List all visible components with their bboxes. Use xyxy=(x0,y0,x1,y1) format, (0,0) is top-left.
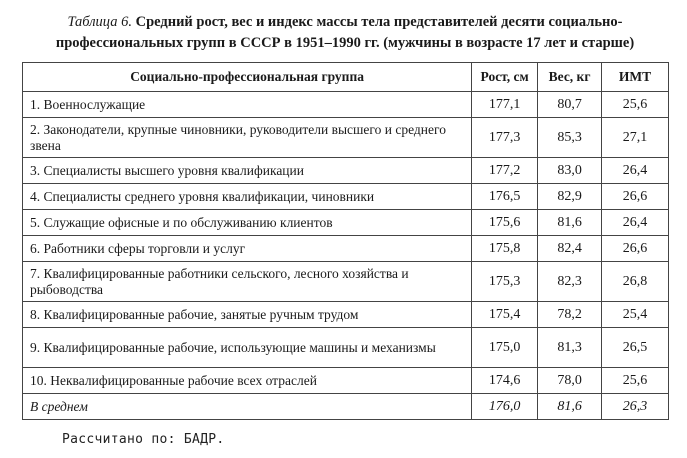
header-bmi: ИМТ xyxy=(602,63,669,92)
row-height: 177,2 xyxy=(472,158,538,184)
row-weight: 78,2 xyxy=(538,302,602,328)
row-weight: 78,0 xyxy=(538,368,602,394)
table-row xyxy=(23,92,669,118)
row-height: 176,5 xyxy=(472,184,538,210)
header-group: Социально-профессиональная группа xyxy=(23,63,472,92)
row-group-name: 3. Специалисты высшего уровня квалификации xyxy=(23,158,472,184)
row-bmi: 27,1 xyxy=(602,118,669,158)
row-bmi: 25,4 xyxy=(602,302,669,328)
row-bmi: 25,6 xyxy=(602,368,669,394)
caption-title: Средний рост, вес и индекс массы тела представителей десяти социально-профессиональных групп в СССР в 1951–1990 гг. (мужчины в возрасте 17 лет и старше) xyxy=(55,14,635,51)
row-height: 175,8 xyxy=(472,236,538,262)
row-height: 175,3 xyxy=(472,262,538,302)
row-weight: 81,6 xyxy=(538,210,602,236)
row-bmi: 26,6 xyxy=(602,184,669,210)
row-weight: 82,4 xyxy=(538,236,602,262)
average-height: 176,0 xyxy=(472,394,538,420)
row-height: 175,0 xyxy=(472,328,538,368)
row-height: 174,6 xyxy=(472,368,538,394)
row-bmi: 26,6 xyxy=(602,236,669,262)
average-weight: 81,6 xyxy=(538,394,602,420)
row-group-name: 10. Неквалифицированные рабочие всех отраслей xyxy=(23,368,472,394)
table-row xyxy=(23,158,669,184)
row-bmi: 26,4 xyxy=(602,210,669,236)
caption-lead: Таблица 6. xyxy=(67,14,132,30)
row-weight: 81,3 xyxy=(538,328,602,368)
row-group-name: 1. Военнослужащие xyxy=(23,92,472,118)
table-row xyxy=(23,184,669,210)
table-row xyxy=(23,302,669,328)
row-bmi: 26,8 xyxy=(602,262,669,302)
row-group-name: 4. Специалисты среднего уровня квалификации, чиновники xyxy=(23,184,472,210)
row-weight: 83,0 xyxy=(538,158,602,184)
table-row xyxy=(23,368,669,394)
row-weight: 80,7 xyxy=(538,92,602,118)
row-weight: 82,9 xyxy=(538,184,602,210)
row-bmi: 25,6 xyxy=(602,92,669,118)
table-row xyxy=(23,236,669,262)
header-height: Рост, см xyxy=(472,63,538,92)
row-weight: 85,3 xyxy=(538,118,602,158)
row-group-name: 8. Квалифицированные рабочие, занятые ручным трудом xyxy=(23,302,472,328)
row-group-name: 7. Квалифицированные работники сельского, лесного хозяйства и рыбоводства xyxy=(23,262,472,302)
header-weight: Вес, кг xyxy=(538,63,602,92)
table-row xyxy=(23,262,669,302)
table-row xyxy=(23,118,669,158)
row-bmi: 26,5 xyxy=(602,328,669,368)
row-group-name: 6. Работники сферы торговли и услуг xyxy=(23,236,472,262)
row-height: 177,1 xyxy=(472,92,538,118)
row-weight: 82,3 xyxy=(538,262,602,302)
row-group-name: 5. Служащие офисные и по обслуживанию клиентов xyxy=(23,210,472,236)
header-row xyxy=(23,63,669,92)
row-height: 177,3 xyxy=(472,118,538,158)
average-row xyxy=(23,394,669,420)
table-caption xyxy=(20,12,670,54)
row-group-name: 2. Законодатели, крупные чиновники, руководители высшего и среднего звена xyxy=(23,118,472,158)
average-bmi: 26,3 xyxy=(602,394,669,420)
data-table xyxy=(22,62,669,420)
source-note: Рассчитано по: БАДР. xyxy=(62,432,225,447)
row-height: 175,6 xyxy=(472,210,538,236)
row-height: 175,4 xyxy=(472,302,538,328)
row-bmi: 26,4 xyxy=(602,158,669,184)
table-row xyxy=(23,210,669,236)
table-row xyxy=(23,328,669,368)
average-label: В среднем xyxy=(23,394,472,420)
row-group-name: 9. Квалифицированные рабочие, использующие машины и механизмы xyxy=(23,328,472,368)
